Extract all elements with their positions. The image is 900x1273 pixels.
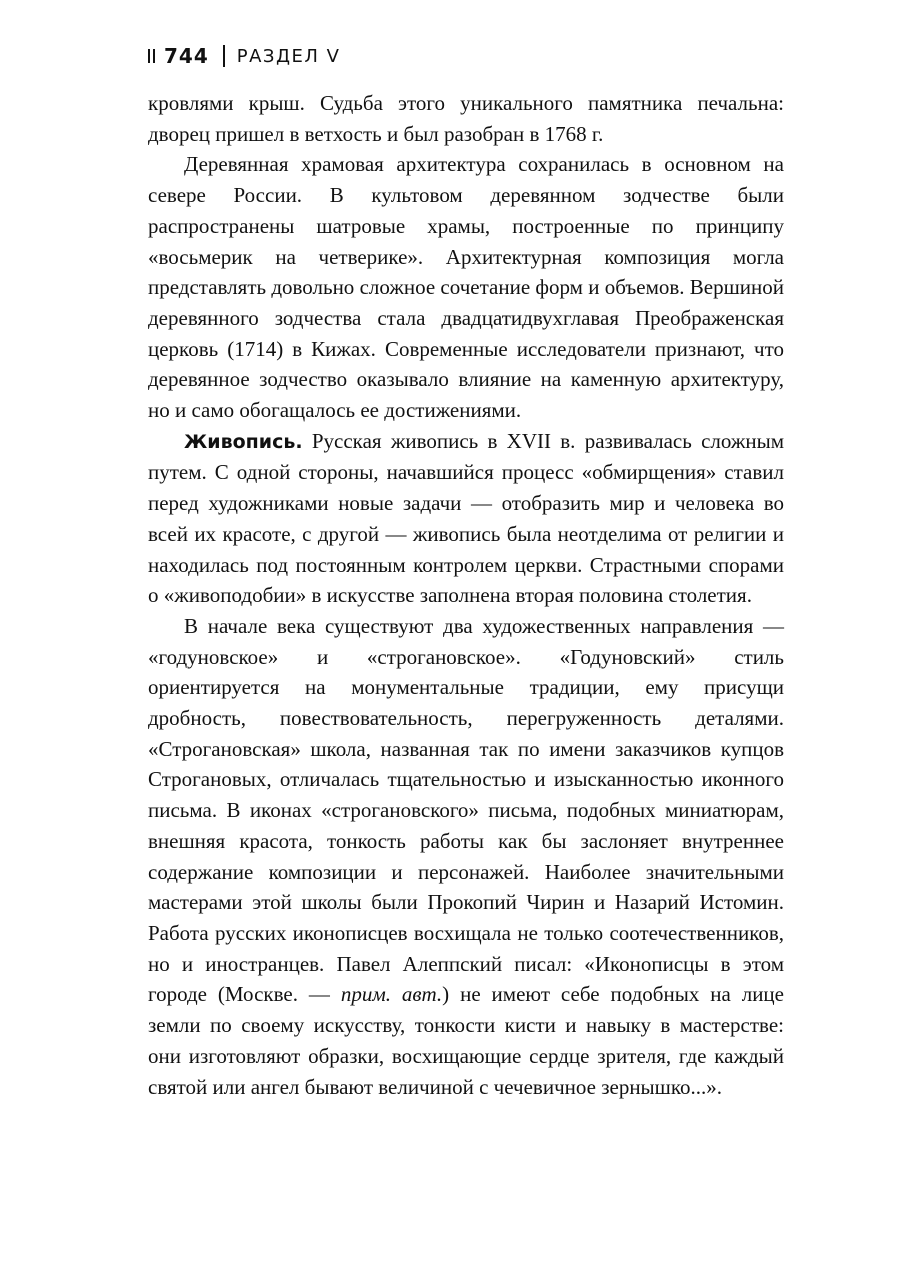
header-ornament-icon [148, 49, 155, 63]
page-number: 744 [164, 44, 209, 68]
section-title: РАЗДЕЛ V [236, 45, 341, 67]
paragraph-schools-text-end: ) не имеют себе подобных на лице земли по своему искусству, тонкости кисти и навыку в мастерстве: они изготовляют образки, восхищающие сердце зрителя, где каждый святой или ангел бывают величиной с чечевичное зернышко...». [148, 982, 784, 1099]
paragraph-schools-text-start: В начале века существуют два художественных направления — «годуновское» и «строгановское». «Годуновский» стиль ориентируется на монументальные традиции, ему присущи дробность, повествовательность, перегруженность деталями. «Строгановская» школа, названная так по имени заказчиков купцов Строгановых, отличалась тщательностью и изысканностью иконного письма. В иконах «строгановского» письма, подобных миниатюрам, внешняя красота, тонкость работы как бы заслоняет внутреннее содержание композиции и персонажей. Наиболее значительными мастерами этой школы были Прокопий Чирин и Назарий Истомин. Работа русских иконописцев восхищала не только соотечественников, но и иностранцев. Павел Алеппский писал: «Иконописцы в этом городе (Москве. — [148, 613, 784, 1007]
paragraph-painting-text: Русская живопись в XVII в. развивалась сложным путем. С одной стороны, начавшийся процесс «обмирщения» ставил перед художниками новые задачи — отобразить мир и человека во всей их красоте, с другой — живопись была неотделима от религии и находилась под постоянным контролем церкви. Страстными спорами о «живоподобии» в искусстве заполнена вторая половина столетия. [148, 428, 784, 608]
editor-note: прим. авт. [340, 982, 443, 1007]
book-page [148, 38, 784, 1102]
paragraph-wooden-architecture: Деревянная храмовая архитектура сохранилась в основном на севере России. В культовом деревянном зодчестве были распространены шатровые храмы, построенные по принципу «восьмерик на четверике». Архитектурная композиция могла представлять довольно сложное сочетание форм и объемов. Вершиной деревянного зодчества стала двадцатидвухглавая Преображенская церковь (1714) в Кижах. Современные исследователи признают, что деревянное зодчество оказывало влияние на каменную архитектуру, но и само обогащалось ее достижениями. [148, 152, 784, 423]
body-text [148, 88, 784, 1102]
header-divider [223, 45, 225, 67]
paragraph-schools [148, 611, 784, 1102]
running-header [148, 38, 784, 74]
paragraph-continuation: кровлями крыш. Судьба этого уникального памятника печальна: дворец пришел в ветхость и был разобран в 1768 г. [148, 91, 784, 146]
paragraph-painting [148, 426, 784, 611]
run-in-heading: Живопись. [184, 430, 303, 453]
